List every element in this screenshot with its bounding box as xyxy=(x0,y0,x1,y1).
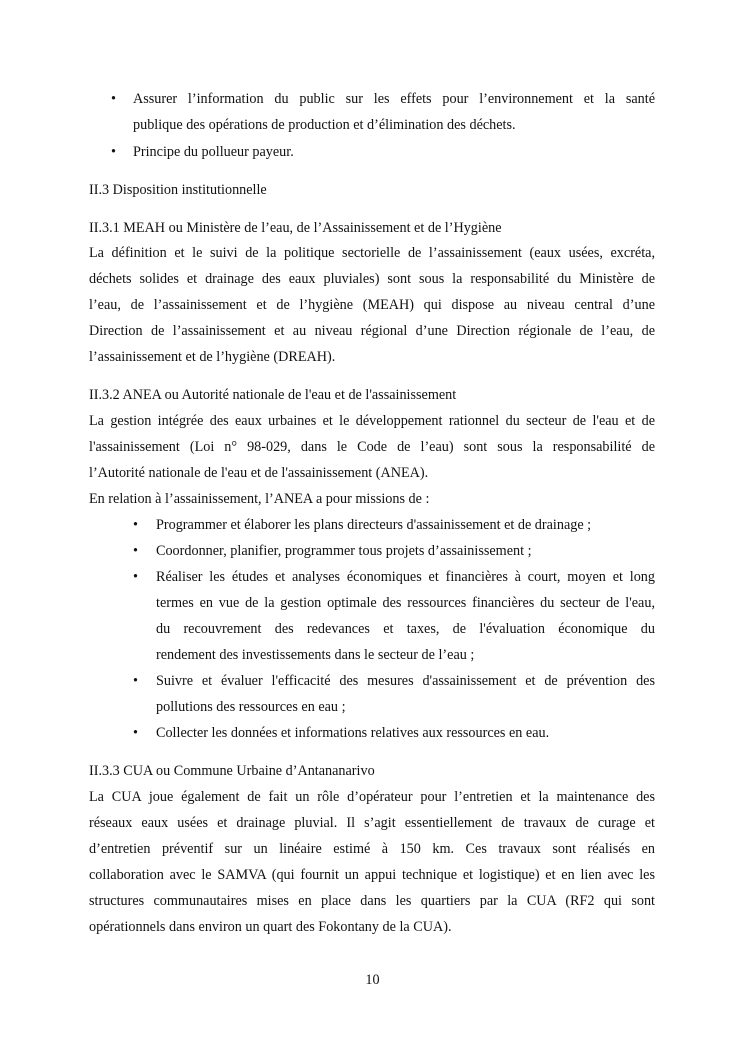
bullet-dot-icon: • xyxy=(133,673,138,689)
list-item-line: Principe du pollueur payeur. xyxy=(133,144,294,160)
paragraph-line: réseaux eaux usées et drainage pluvial. Il s’agit essentiellement de travaux de curage et xyxy=(89,815,655,831)
paragraph-line: l’assainissement et de l’hygiène (DREAH). xyxy=(89,349,336,365)
bullet-dot-icon: • xyxy=(133,569,138,585)
paragraph-line: opérationnels dans environ un quart des Fokontany de la CUA). xyxy=(89,919,452,935)
paragraph-line: structures communautaires mises en place dans les quartiers par la CUA (RF2 qui sont xyxy=(89,893,655,909)
bullet-dot-icon: • xyxy=(111,144,116,160)
subsection-heading: II.3.2 ANEA ou Autorité nationale de l'eau et de l'assainissement xyxy=(89,387,457,403)
list-item-line: Réaliser les études et analyses économiques et financières à court, moyen et long xyxy=(156,569,655,585)
list-item-line: du recouvrement des redevances et taxes, de l'évaluation économique du xyxy=(156,621,655,637)
bullet-dot-icon: • xyxy=(133,543,138,559)
paragraph-line: collaboration avec le SAMVA (qui fournit un appui technique et logistique) et en lien avec les xyxy=(89,867,655,883)
paragraph-line: La CUA joue également de fait un rôle d’opérateur pour l’entretien et la maintenance des xyxy=(89,789,655,805)
list-item-line: Assurer l’information du public sur les effets pour l’environnement et la santé xyxy=(133,91,655,107)
paragraph-line: l’eau, de l’assainissement et de l’hygiène (MEAH) qui dispose au niveau central d’une xyxy=(89,297,655,313)
list-item-line: pollutions des ressources en eau ; xyxy=(156,699,346,715)
list-item-line: Coordonner, planifier, programmer tous projets d’assainissement ; xyxy=(156,543,532,559)
subsection-heading: II.3.3 CUA ou Commune Urbaine d’Antananarivo xyxy=(89,763,375,779)
bullet-dot-icon: • xyxy=(133,517,138,533)
paragraph-line: En relation à l’assainissement, l’ANEA a pour missions de : xyxy=(89,491,430,507)
list-item-line: publique des opérations de production et d’élimination des déchets. xyxy=(133,117,516,133)
page-number: 10 xyxy=(365,972,380,988)
bullet-dot-icon: • xyxy=(111,91,116,107)
list-item-line: rendement des investissements dans le secteur de l’eau ; xyxy=(156,647,475,663)
paragraph-line: La définition et le suivi de la politique sectorielle de l’assainissement (eaux usées, excréta, xyxy=(89,245,655,261)
bullet-dot-icon: • xyxy=(133,725,138,741)
paragraph-line: l'assainissement (Loi n° 98-029, dans le Code de l’eau) sont sous la responsabilité de xyxy=(89,439,655,455)
list-item-line: Suivre et évaluer l'efficacité des mesures d'assainissement et de prévention des xyxy=(156,673,655,689)
subsection-heading: II.3.1 MEAH ou Ministère de l’eau, de l’Assainissement et de l’Hygiène xyxy=(89,220,502,236)
list-item-line: Collecter les données et informations relatives aux ressources en eau. xyxy=(156,725,550,741)
list-item-line: termes en vue de la gestion optimale des ressources financières du secteur de l'eau, xyxy=(156,595,655,611)
paragraph-line: d’entretien préventif sur un linéaire estimé à 150 km. Ces travaux sont réalisés en xyxy=(89,841,655,857)
section-heading: II.3 Disposition institutionnelle xyxy=(89,182,267,198)
paragraph-line: l’Autorité nationale de l'eau et de l'assainissement (ANEA). xyxy=(89,465,429,481)
paragraph-line: Direction de l’assainissement et au niveau régional d’une Direction régionale de l’eau, de xyxy=(89,323,655,339)
paragraph-line: déchets solides et drainage des eaux pluviales) sont sous la responsabilité du Ministère de xyxy=(89,271,655,287)
paragraph-line: La gestion intégrée des eaux urbaines et le développement rationnel du secteur de l'eau et de xyxy=(89,413,655,429)
list-item-line: Programmer et élaborer les plans directeurs d'assainissement et de drainage ; xyxy=(156,517,592,533)
